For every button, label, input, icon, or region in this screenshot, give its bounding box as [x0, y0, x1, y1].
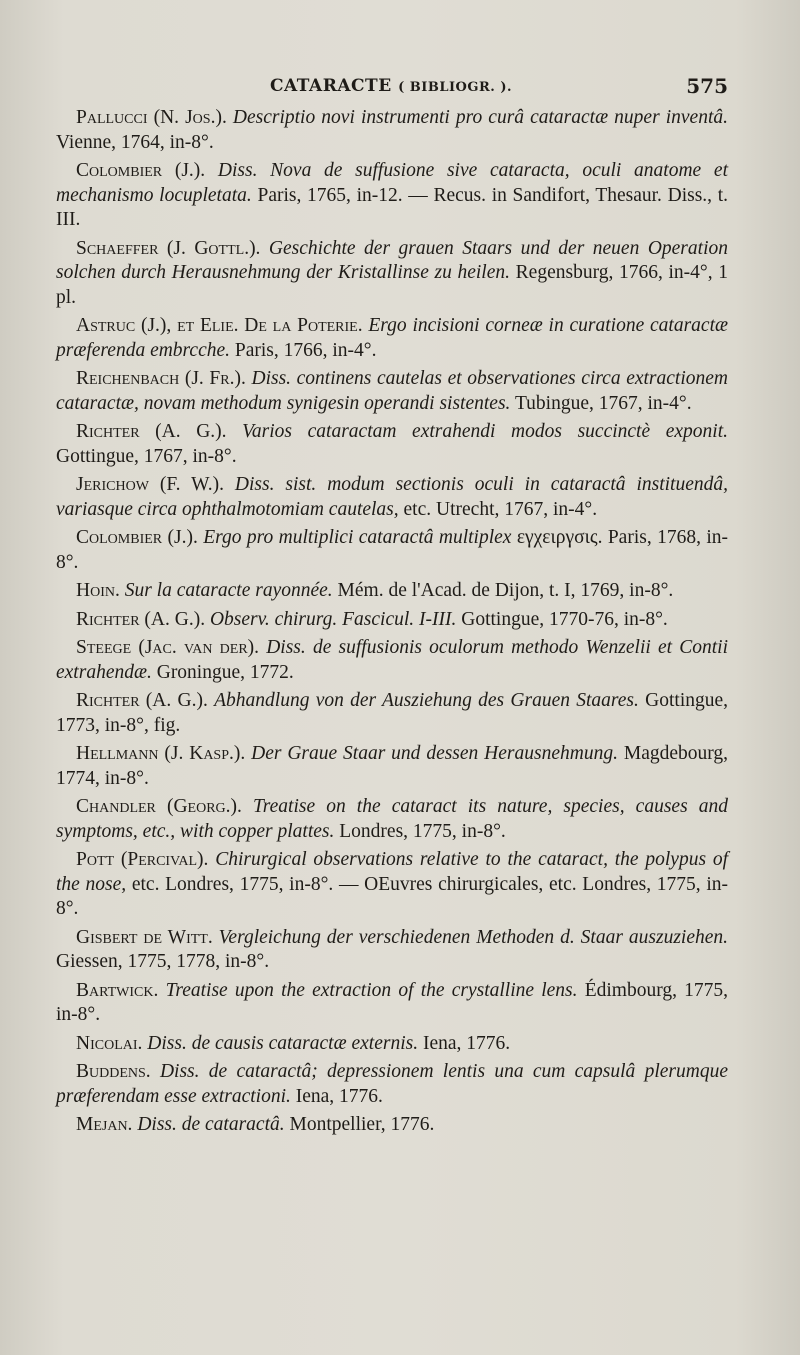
entry-publication: Tubingue, 1767, in-4°. — [514, 392, 692, 414]
entry-publication: Regensburg, 1766, in-4°, 1 pl. — [56, 262, 729, 308]
entry-publication: Groningue, 1772. — [156, 661, 294, 683]
bibliography-entry — [56, 579, 728, 604]
entry-publication: Gottingue, 1773, in-8°, fig. — [56, 690, 729, 736]
entry-author: Buddens. — [76, 1061, 151, 1082]
entry-publication: etc. Londres, 1775, in-8°. — OEuvres chirurgicales, etc. Londres, 1775, in-8°. — [56, 873, 728, 919]
entry-author: Reichenbach (J. Fr.). — [76, 368, 246, 389]
entry-title: Abhandlung von der Ausziehung des Grauen Staares. — [214, 690, 639, 711]
entry-author: Richter (A. G.). — [76, 421, 227, 442]
entry-title: Observ. chirurg. Fascicul. I-III. — [209, 608, 457, 630]
running-head-subtitle: ( BIBLIOGR. ). — [398, 80, 513, 95]
entry-title: Ergo incisioni corneæ in curatione cataractæ præferenda embrcche. — [56, 315, 728, 361]
entry-author: Colombier (J.). — [76, 527, 198, 548]
entry-publication: Paris, 1765, in-12. — Recus. in Sandifort, Thesaur. Diss., t. III. — [56, 184, 729, 230]
entry-author: Hellmann (J. Kasp.). — [76, 743, 246, 764]
entry-title: Descriptio novi instrumenti pro curâ cataractæ nuper inventâ. — [232, 107, 728, 128]
page-header — [56, 74, 728, 102]
entry-author: Mejan. — [76, 1114, 133, 1135]
entry-author: Pott (Percival). — [76, 849, 209, 870]
entry-author: Hoin. — [76, 580, 120, 601]
bibliography-entry — [56, 237, 728, 311]
entry-author: Schaeffer (J. Gottl.). — [76, 237, 261, 259]
entry-title: Diss. de causis cataractæ externis. — [147, 1032, 419, 1054]
bibliography-entry — [56, 795, 728, 844]
entry-author: Astruc (J.), et Elie. De la Poterie. — [76, 315, 363, 336]
bibliography-entry — [56, 1060, 728, 1109]
entry-title: Diss. Nova de suffusione sive cataracta, oculi anatome et mechanismo locupletata. — [56, 160, 728, 206]
entry-title: Chirurgical observations relative to the cataract, the polypus of the nose, — [56, 849, 729, 895]
entry-publication: Montpellier, 1776. — [289, 1114, 435, 1135]
entry-title: Der Graue Staar und dessen Herausnehmung. — [251, 743, 618, 764]
bibliography-entry — [56, 926, 728, 975]
entry-author: Steege (Jac. van der). — [76, 637, 260, 658]
entry-author: Jerichow (F. W.). — [76, 474, 224, 495]
entry-title: Vergleichung der verschiedenen Methoden d. Staar auszuziehen. — [218, 926, 729, 948]
entry-author: Richter (A. G.). — [76, 608, 206, 630]
entry-title: Treatise on the cataract its nature, species, causes and symptoms, etc., with copper plattes. — [56, 796, 728, 842]
bibliography-entry — [56, 314, 728, 363]
bibliography-entry — [56, 848, 728, 922]
running-head-title: CATARACTE — [270, 76, 392, 96]
entry-publication: etc. Utrecht, 1767, in-4°. — [403, 498, 598, 520]
entry-author: Chandler (Georg.). — [76, 796, 242, 817]
entry-publication: Iena, 1776. — [422, 1032, 511, 1054]
entry-author: Bartwick. — [76, 979, 159, 1001]
entry-title: Geschichte der grauen Staars und der neuen Operation solchen durch Herausnehmung der Kristallinse zu heilen. — [56, 237, 728, 283]
bibliography-entry — [56, 159, 728, 233]
entry-publication: Giessen, 1775, 1778, in-8°. — [56, 951, 270, 972]
bibliography-entry — [56, 106, 728, 155]
entry-publication: Vienne, 1764, in-8°. — [56, 131, 214, 153]
bibliography-entry — [56, 689, 728, 738]
entry-title: Sur la cataracte rayonnée. — [124, 580, 333, 601]
entry-title: Varios cataractam extrahendi modos succinctè exponit. — [242, 421, 728, 442]
entry-author: Colombier (J.). — [76, 160, 206, 181]
bibliography-entry — [56, 1113, 728, 1138]
bibliography-entry — [56, 636, 728, 685]
running-head — [270, 76, 512, 96]
bibliography-entry — [56, 473, 728, 522]
page-number: 575 — [686, 74, 728, 98]
entry-author: Richter (A. G.). — [76, 690, 208, 711]
entry-title: Diss. sist. modum sectionis oculi in cataractâ instituendâ, variasque circa ophthalmotomiam cautelas, — [56, 474, 729, 520]
bibliography-entry — [56, 608, 728, 633]
entry-title: Treatise upon the extraction of the crystalline lens. — [165, 979, 578, 1001]
entry-title: Diss. continens cautelas et observationes circa extractionem cataractæ, novam methodum synigesin operandi sistentes. — [56, 368, 728, 414]
entry-publication: Gottingue, 1770-76, in-8°. — [461, 608, 668, 630]
entry-publication: Gottingue, 1767, in-8°. — [56, 445, 237, 467]
entry-title: Diss. de cataractâ. — [137, 1114, 285, 1135]
entry-title: Diss. de suffusionis oculorum methodo Wenzelii et Contii extrahendæ. — [56, 637, 729, 683]
entry-publication: Paris, 1766, in-4°. — [234, 339, 377, 361]
entry-publication: εγχειργσις. Paris, 1768, in-8°. — [56, 527, 729, 573]
bibliography-entry — [56, 742, 728, 791]
bibliography-entry — [56, 420, 728, 469]
entry-title: Diss. de cataractâ; depressionem lentis una cum capsulâ plerumque præferendam esse extractioni. — [56, 1061, 728, 1107]
entry-title: Ergo pro multiplici cataractâ multiplex — [203, 527, 512, 548]
bibliography-entry — [56, 526, 728, 575]
bibliography-entry — [56, 1032, 728, 1057]
entry-author: Nicolai. — [76, 1032, 143, 1054]
bibliography-list — [56, 106, 728, 1142]
bibliography-entry — [56, 367, 728, 416]
entry-publication: Édimbourg, 1775, in-8°. — [56, 979, 729, 1025]
bibliography-entry — [56, 979, 728, 1028]
entry-publication: Iena, 1776. — [295, 1085, 383, 1107]
entry-publication: Mém. de l'Acad. de Dijon, t. I, 1769, in-8°. — [337, 580, 674, 601]
entry-author: Pallucci (N. Jos.). — [76, 107, 227, 128]
entry-publication: Magdebourg, 1774, in-8°. — [56, 743, 729, 789]
entry-publication: Londres, 1775, in-8°. — [339, 820, 506, 842]
entry-author: Gisbert de Witt. — [76, 926, 213, 948]
